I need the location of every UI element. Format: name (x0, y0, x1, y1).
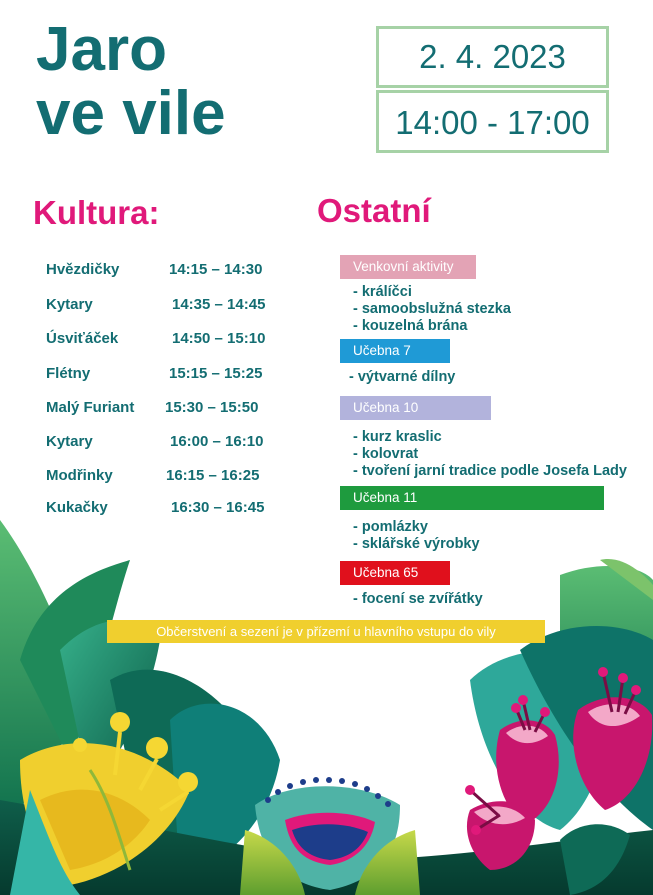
kultura-row-name: Modřinky (46, 467, 113, 484)
activity-item: - focení se zvířátky (353, 591, 483, 607)
kultura-row-name: Kukačky (46, 499, 108, 516)
kultura-heading: Kultura: (33, 194, 160, 231)
kultura-row-time: 15:15 – 15:25 (169, 365, 263, 382)
kultura-row-name: Kytary (46, 433, 93, 450)
ostatni-heading: Ostatní (317, 192, 431, 229)
section-label-ucebna-11: Učebna 11 (340, 486, 604, 510)
date-box: 2. 4. 2023 (376, 26, 609, 88)
activity-item: - kurz kraslic (353, 429, 442, 445)
kultura-row-name: Kytary (46, 296, 93, 313)
kultura-row-name: Hvězdičky (46, 261, 120, 278)
activity-item: - pomlázky (353, 519, 428, 535)
section-label-ucebna-7: Učebna 7 (340, 339, 450, 363)
title-line-1: Jaro (36, 15, 167, 84)
kultura-row-time: 16:15 – 16:25 (166, 467, 260, 484)
activity-item: - sklářské výrobky (353, 536, 480, 552)
kultura-row-name: Malý Furiant (46, 399, 135, 416)
kultura-row-name: Úsviťáček (46, 330, 119, 347)
section-label-venkovni: Venkovní aktivity (340, 255, 476, 279)
kultura-row-time: 16:30 – 16:45 (171, 499, 265, 516)
kultura-row-time: 15:30 – 15:50 (165, 399, 259, 416)
activity-item: - výtvarné dílny (349, 369, 456, 385)
section-label-ucebna-65: Učebna 65 (340, 561, 450, 585)
section-label-ucebna-10: Učebna 10 (340, 396, 491, 420)
activity-item: - králíčci (353, 284, 412, 300)
title-line-2: ve vile (36, 79, 226, 148)
event-title (36, 15, 226, 148)
time-box: 14:00 - 17:00 (376, 90, 609, 153)
kultura-row-time: 14:35 – 14:45 (172, 296, 266, 313)
activity-item: - samoobslužná stezka (353, 301, 511, 317)
activity-item: - kouzelná brána (353, 318, 468, 334)
refreshments-note: Občerstvení a sezení je v přízemí u hlavního vstupu do vily (107, 620, 545, 643)
kultura-row-time: 14:50 – 15:10 (172, 330, 266, 347)
activity-item: - kolovrat (353, 446, 419, 462)
activity-item: - tvoření jarní tradice podle Josefa Lady (353, 463, 627, 479)
kultura-row-time: 16:00 – 16:10 (170, 433, 264, 450)
kultura-row-name: Flétny (46, 365, 91, 382)
kultura-row-time: 14:15 – 14:30 (169, 261, 263, 278)
